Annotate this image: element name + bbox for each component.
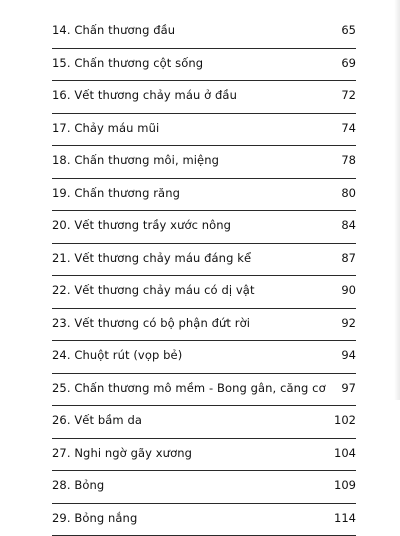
toc-entry-page: 69 [341, 56, 356, 70]
toc-entry [52, 471, 356, 504]
toc-entry-title: 14. Chấn thương đầu [52, 23, 175, 37]
toc-entry [52, 439, 356, 472]
toc-entry-title: 19. Chấn thương răng [52, 186, 180, 200]
toc-entry [52, 81, 356, 114]
toc-entry [52, 114, 356, 147]
toc-entry-page: 94 [341, 348, 356, 362]
toc-entry-page: 97 [341, 381, 356, 395]
toc-entry [52, 504, 356, 536]
toc-entry [52, 341, 356, 374]
toc-entry-title: 29. Bỏng nắng [52, 511, 137, 525]
toc-entry-title: 16. Vết thương chảy máu ở đầu [52, 88, 237, 102]
toc-entry-title: 21. Vết thương chảy máu đáng kể [52, 251, 251, 265]
table-of-contents [52, 16, 356, 536]
toc-entry-title: 23. Vết thương có bộ phận đứt rời [52, 316, 250, 330]
toc-entry-page: 65 [341, 23, 356, 37]
toc-entry-title: 17. Chảy máu mũi [52, 121, 159, 135]
toc-entry-page: 104 [334, 446, 356, 460]
toc-entry [52, 211, 356, 244]
toc-entry-title: 15. Chấn thương cột sống [52, 56, 203, 70]
toc-entry-title: 24. Chuột rút (vọp bẻ) [52, 348, 182, 362]
toc-entry [52, 276, 356, 309]
toc-entry-title: 27. Nghi ngờ gãy xương [52, 446, 192, 460]
toc-entry-page: 109 [334, 478, 356, 492]
toc-entry-title: 25. Chấn thương mô mềm - Bong gân, căng cơ [52, 381, 326, 395]
toc-entry-title: 28. Bỏng [52, 478, 104, 492]
toc-entry-page: 80 [341, 186, 356, 200]
toc-entry-page: 84 [341, 218, 356, 232]
toc-entry [52, 146, 356, 179]
toc-entry [52, 49, 356, 82]
toc-entry-page: 72 [341, 88, 356, 102]
toc-entry [52, 244, 356, 277]
toc-entry [52, 16, 356, 49]
toc-entry-title: 20. Vết thương trầy xước nông [52, 218, 231, 232]
toc-entry [52, 309, 356, 342]
toc-entry [52, 406, 356, 439]
toc-entry-title: 26. Vết bầm da [52, 413, 142, 427]
toc-entry-page: 87 [341, 251, 356, 265]
toc-entry-title: 22. Vết thương chảy máu có dị vật [52, 283, 255, 297]
toc-entry-page: 74 [341, 121, 356, 135]
page-edge-shadow [394, 0, 400, 400]
toc-entry [52, 374, 356, 407]
toc-entry-title: 18. Chấn thương môi, miệng [52, 153, 219, 167]
toc-entry-page: 114 [334, 511, 356, 525]
toc-entry [52, 179, 356, 212]
toc-entry-page: 102 [334, 413, 356, 427]
toc-entry-page: 92 [341, 316, 356, 330]
toc-entry-page: 78 [341, 153, 356, 167]
toc-entry-page: 90 [341, 283, 356, 297]
